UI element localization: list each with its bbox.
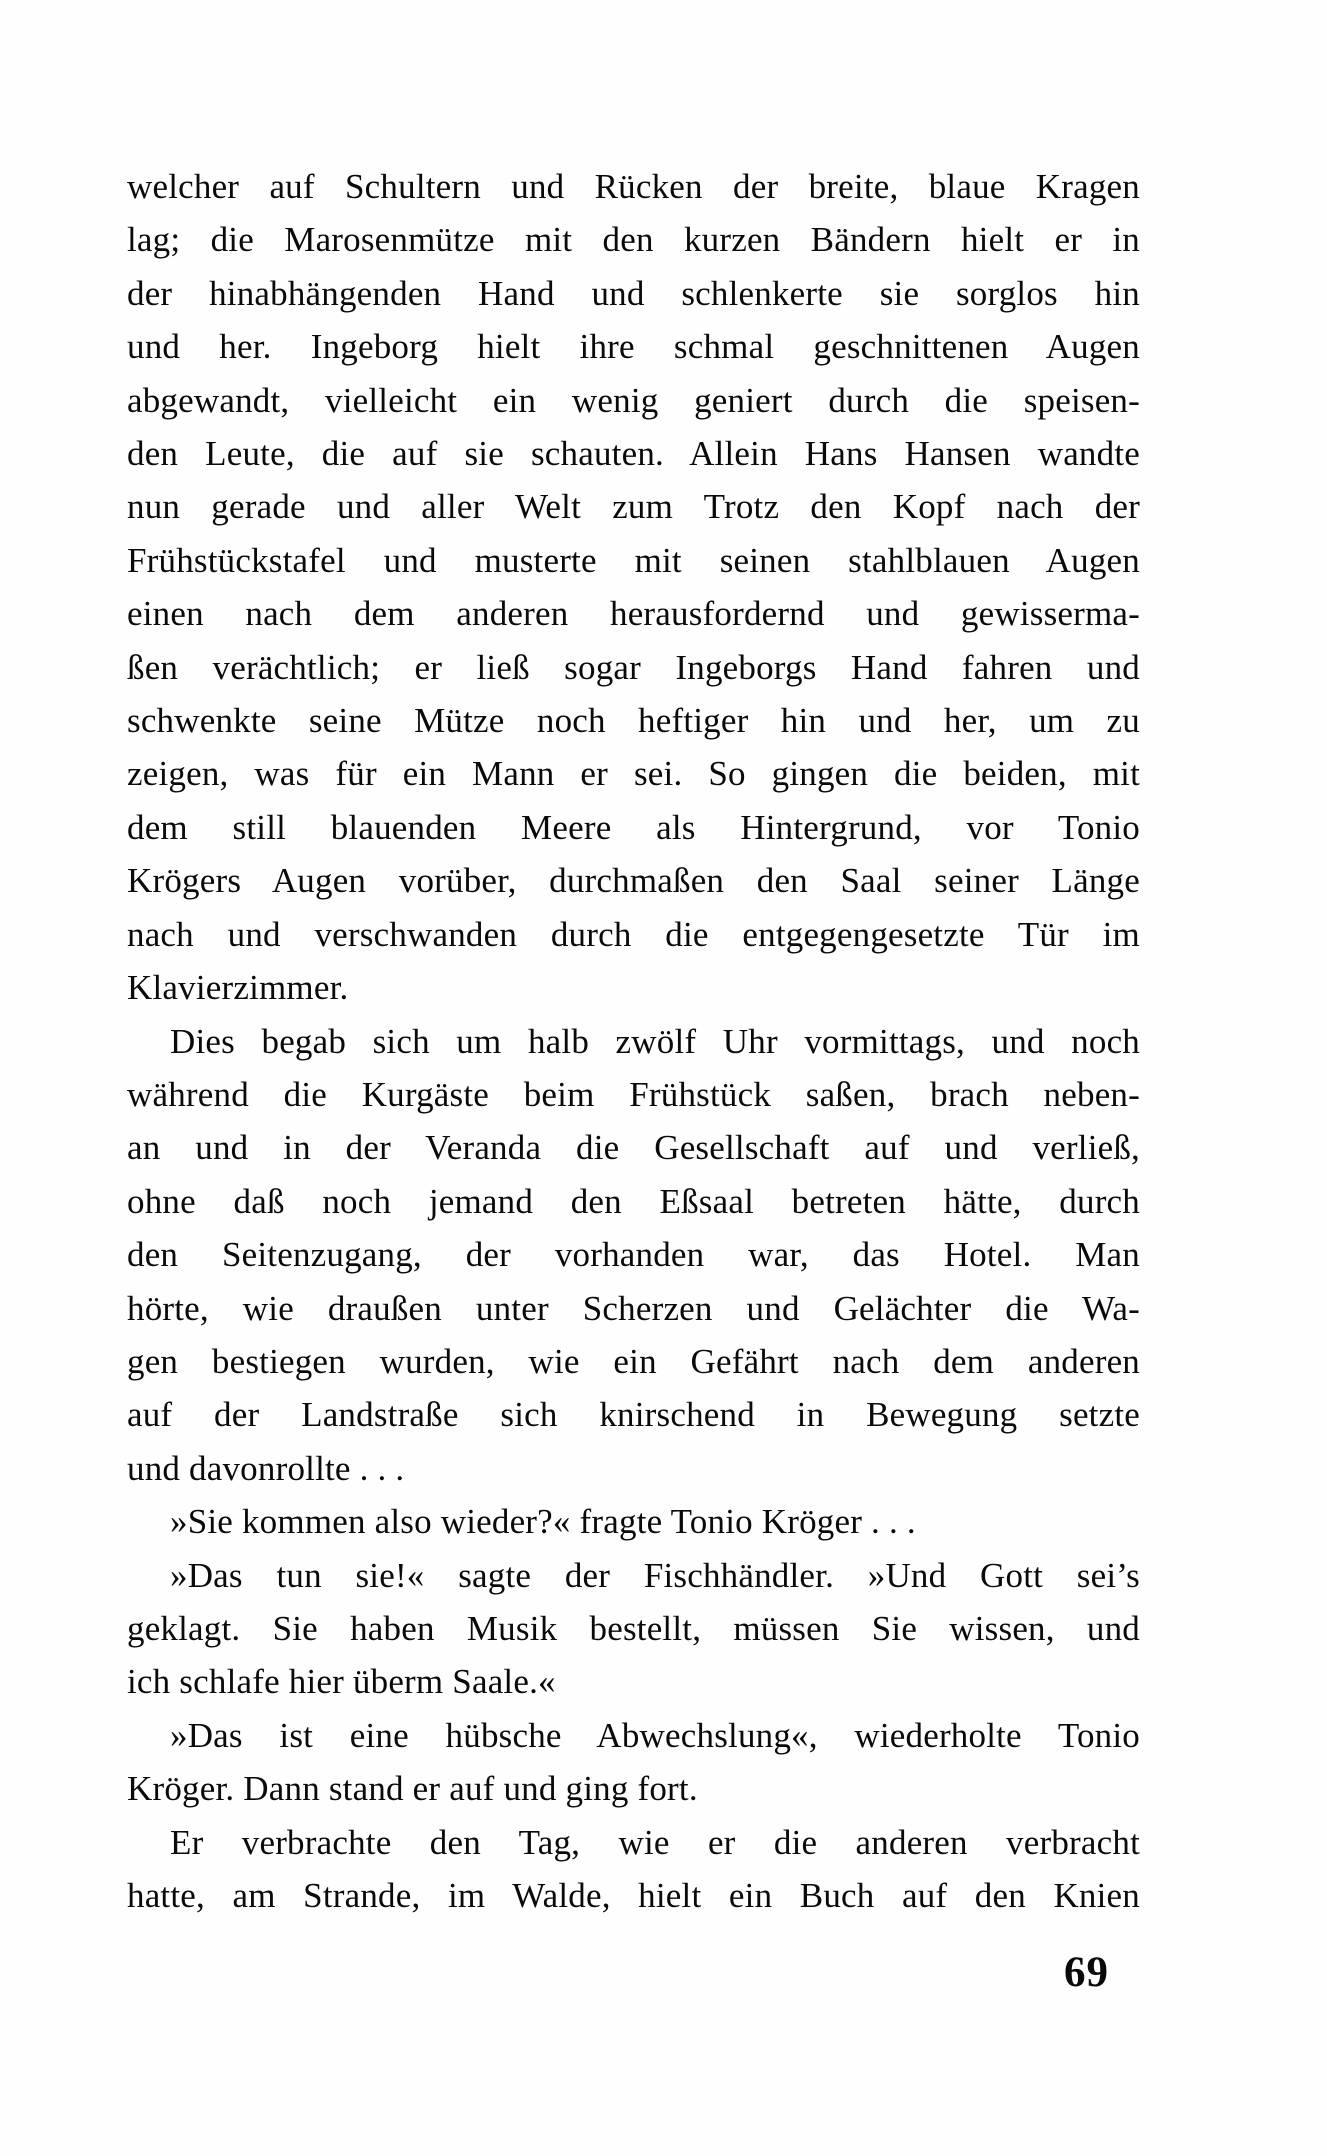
text-line: welcher auf Schultern und Rücken der breite, blaue Kragen <box>127 167 1140 206</box>
text-line: Frühstückstafel und musterte mit seinen stahlblauen Augen <box>127 540 1140 580</box>
text-line: Klavierzimmer. <box>127 968 349 1008</box>
text-line: und davonrollte . . . <box>127 1448 405 1488</box>
text-line: abgewandt, vielleicht ein wenig geniert durch die speisen- <box>127 380 1140 420</box>
text-line: Krögers Augen vorüber, durchmaßen den Saal seiner Länge <box>127 861 1140 901</box>
text-line: »Das tun sie!« sagte der Fischhändler. »Und Gott sei’s <box>170 1555 1140 1595</box>
text-line: der hinabhängenden Hand und schlenkerte sie sorglos hin <box>127 273 1140 313</box>
text-line: ohne daß noch jemand den Eßsaal betreten hätte, durch <box>127 1181 1140 1221</box>
text-line: Kröger. Dann stand er auf und ging fort. <box>127 1769 698 1809</box>
text-line: den Seitenzugang, der vorhanden war, das Hotel. Man <box>127 1235 1140 1275</box>
text-line: gen bestiegen wurden, wie ein Gefährt nach dem anderen <box>127 1341 1140 1381</box>
text-line: »Sie kommen also wieder?« fragte Tonio Kröger . . . <box>170 1502 916 1542</box>
text-line: den Leute, die auf sie schauten. Allein Hans Hansen wandte <box>127 434 1140 474</box>
text-line: Er verbrachte den Tag, wie er die anderen verbracht <box>170 1822 1140 1862</box>
text-line: hörte, wie draußen unter Scherzen und Gelächter die Wa- <box>127 1288 1140 1328</box>
text-line: lag; die Marosenmütze mit den kurzen Bändern hielt er in <box>127 220 1140 260</box>
text-line: nach und verschwanden durch die entgegengesetzte Tür im <box>127 914 1140 954</box>
text-line: und her. Ingeborg hielt ihre schmal geschnittenen Augen <box>127 327 1140 367</box>
text-line: ßen verächtlich; er ließ sogar Ingeborgs Hand fahren und <box>127 647 1140 687</box>
text-line: während die Kurgäste beim Frühstück saßen, brach neben- <box>127 1074 1140 1114</box>
text-line: dem still blauenden Meere als Hintergrund, vor Tonio <box>127 807 1140 847</box>
text-line: auf der Landstraße sich knirschend in Bewegung setzte <box>127 1395 1140 1435</box>
text-line: hatte, am Strande, im Walde, hielt ein Buch auf den Knien <box>127 1876 1140 1915</box>
text-line: schwenkte seine Mütze noch heftiger hin und her, um zu <box>127 701 1140 741</box>
text-line: nun gerade und aller Welt zum Trotz den Kopf nach der <box>127 487 1140 527</box>
text-line: »Das ist eine hübsche Abwechslung«, wiederholte Tonio <box>170 1715 1140 1755</box>
text-line: geklagt. Sie haben Musik bestellt, müssen Sie wissen, und <box>127 1608 1140 1648</box>
page-number: 69 <box>1064 1949 1109 1996</box>
text-line: einen nach dem anderen herausfordernd und gewisserma- <box>127 594 1140 634</box>
text-line: zeigen, was für ein Mann er sei. So gingen die beiden, mit <box>127 754 1140 794</box>
body-text <box>127 160 1140 1922</box>
text-line: an und in der Veranda die Gesellschaft auf und verließ, <box>127 1128 1140 1168</box>
text-line: Dies begab sich um halb zwölf Uhr vormittags, und noch <box>170 1021 1140 1061</box>
text-line: ich schlafe hier überm Saale.« <box>127 1662 556 1702</box>
